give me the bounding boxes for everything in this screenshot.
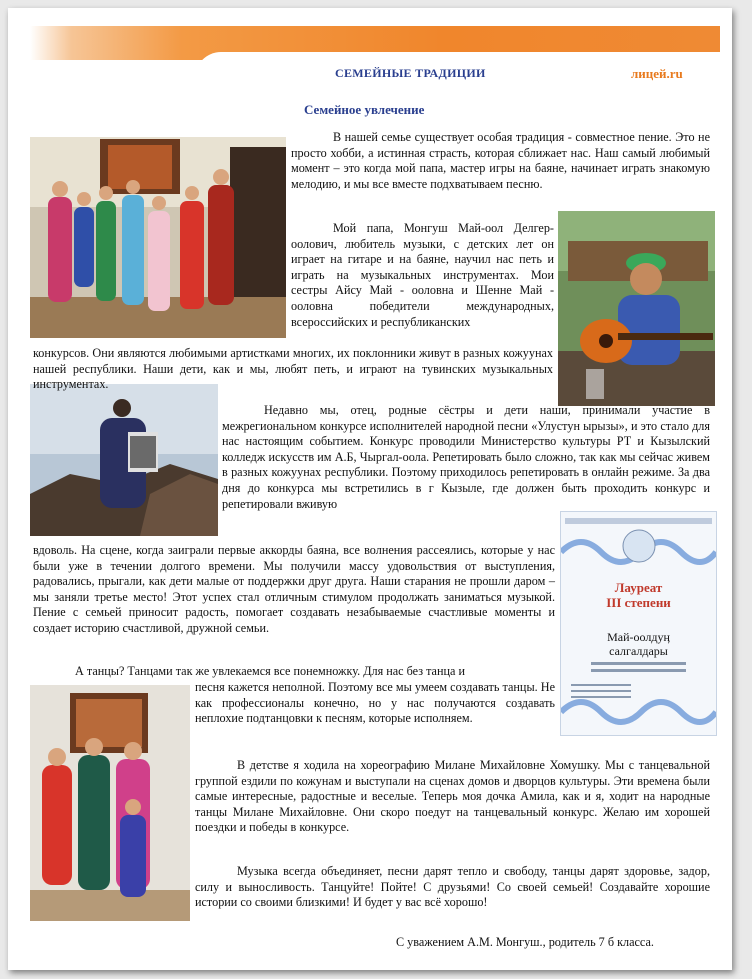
certificate-name-1: Май-оолдуӊ — [607, 630, 670, 644]
certificate-title-1: Лауреат — [614, 580, 663, 595]
paragraph-4-continued: песня кажется неполной. Поэтому все мы умеем создавать танцы. Не как профессионалы конечно, но у нас получаются создавать неплохие подтанцовки к песням, которые исполняем. — [195, 680, 555, 726]
guitar-player-photo — [558, 211, 715, 406]
article-title: Семейное увлечение — [304, 102, 425, 117]
section-title: СЕМЕЙНЫЕ ТРАДИЦИИ — [335, 66, 486, 80]
certificate-title-2: III степени — [606, 595, 671, 610]
dancers-photo — [30, 685, 190, 921]
paragraph-2-continued: конкурсов. Они являются любимыми артистками многих, их поклонники живут в разных кожуунах нашей республики. Наши дети, как и мы, любят петь, и играют на тувинских музыкальных инструментах. — [33, 346, 553, 392]
paragraph-3: Недавно мы, отец, родные сёстры и дети наши, принимали участие в межрегиональном конкурсе исполнителей народной песни «Улустун ырызы», и это стало для нас настоящим событием. Конкурс проводили Министерство культуры РТ и Кызылский колледж искусств им А.Б, Чыргал-оола. Репетировать было сложно, так как мы сейчас живем в разных кожуунах республики. Поэтому приходилось репетировать в онлайн режиме. За два дня до конкурса мы встретились в г Кызыле, где должен быть проходить конкурс и репетировали вживую — [222, 403, 710, 511]
paragraph-5: В детстве я ходила на хореографию Милане Михайловне Хомушку. Мы с танцевальной группой ездили по кожунам и выступали на сценах домов и дворцов культуры. Эти времена были самые интересные, радостные и веселые. Теперь моя дочка Амила, как и я, ходит на народные танцы Милане Михайловне. Они скоро поедут на танцевальный конкурс. Желаю им хорошей поездки и победы в конкурсе. — [195, 758, 710, 835]
family-group-photo — [30, 137, 286, 338]
signature: С уважением А.М. Монгуш., родитель 7 б класса. — [396, 935, 654, 949]
paragraph-4: А танцы? Танцами так же увлекаемся все понемножку. Для нас без танца и — [75, 664, 465, 678]
paragraph-2: Мой папа, Монгуш Май-оол Делгер-оолович, любитель музыки, с детских лет он играет на гитаре и на баяне, научил нас петь и играть на музыкальных инструментах. Мои сестры Айсу Май - ооловна и Шенне Май - ооловна победители международных, всероссийских и республиканских — [291, 221, 554, 329]
paragraph-1: В нашей семье существует особая традиция - совместное пение. Это не просто хобби, а истинная страсть, которая сближает нас. Наш самый любимый момент – это когда мой папа, мастер игры на баяне, начинает играть знакомую мелодию, и мы все вместе подхватываем песню. — [291, 130, 710, 191]
laureate-certificate-photo — [560, 511, 717, 736]
paragraph-6: Музыка всегда объединяет, песни дарят тепло и свободу, танцы дарят здоровье, задор, силу и выносливость. Танцуйте! Пойте! С друзьями! Со своей семьей! Создавайте хорошие истории со своими близкими! И будет у вас всё хорошо! — [195, 864, 710, 910]
certificate-name-2: салгалдары — [609, 644, 668, 658]
site-logo[interactable]: лицей.ru — [631, 66, 683, 81]
paragraph-3-continued: вдоволь. На сцене, когда заиграли первые аккорды баяна, все волнения рассеялись, которые у нас были уже в течении долгого времени. Мы получили массу удовольствия от выступления, радовались, прыгали, как дети малые от поддержки друг друга. Наши старания не прошли даром – мы заняли третье место! Этот успех стал отличным стимулом продолжать заниматься музыкой. Пение с семьей приносит радость, помогает создавать незабываемые счастливые моменты и создает историю счастливой, дружной семьи. — [33, 543, 555, 635]
accordion-player-photo — [30, 384, 218, 536]
